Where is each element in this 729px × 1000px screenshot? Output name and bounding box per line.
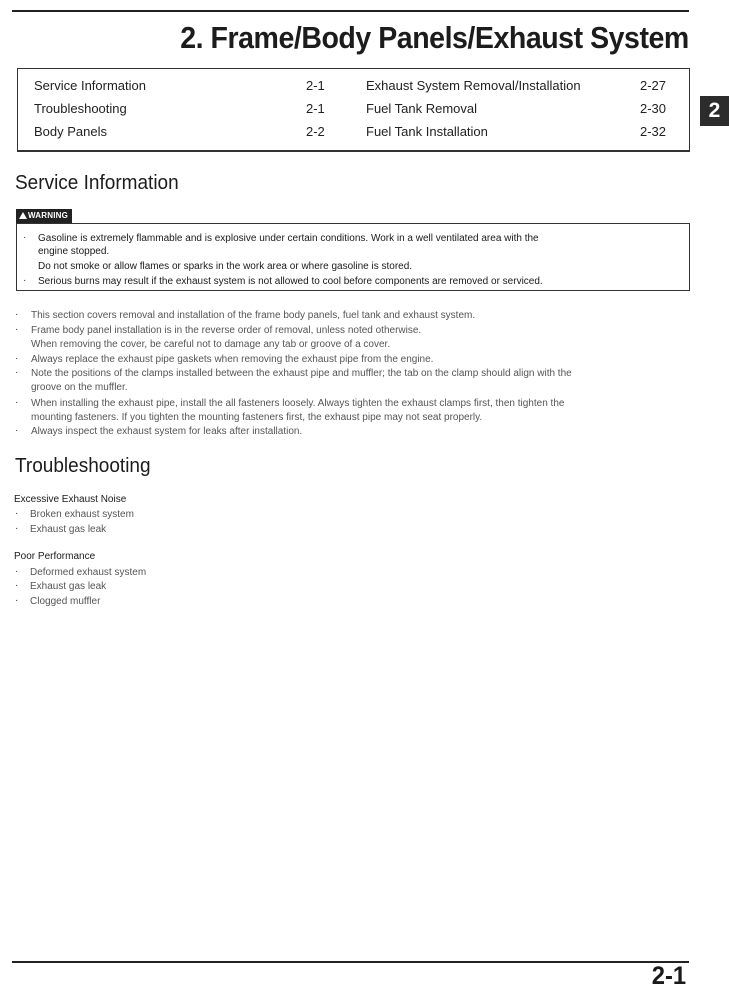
service-note: Always inspect the exhaust system for leaks after installation. xyxy=(31,426,303,437)
bullet-icon: · xyxy=(15,309,19,320)
service-note: groove on the muffler. xyxy=(31,382,128,393)
service-note: When installing the exhaust pipe, install the all fasteners loosely. Always tighten the exhaust clamps first, then tighten the xyxy=(31,398,565,409)
warning-label xyxy=(16,209,72,223)
service-note: When removing the cover, be careful not to damage any tab or groove of a cover. xyxy=(31,339,391,350)
toc-row xyxy=(18,101,689,123)
warning-label-text: WARNING xyxy=(28,211,69,220)
bullet-icon: · xyxy=(15,523,19,534)
table-of-contents xyxy=(17,68,690,152)
chapter-tab: 2 xyxy=(700,96,729,126)
page-number: 2-1 xyxy=(651,962,686,990)
toc-entry-page: 2-30 xyxy=(640,101,667,116)
bullet-icon: · xyxy=(15,397,19,408)
bullet-icon: · xyxy=(15,508,19,519)
toc-entry-page: 2-1 xyxy=(306,101,325,116)
top-rule xyxy=(12,10,689,12)
bullet-icon: · xyxy=(23,275,27,286)
bottom-rule xyxy=(12,961,689,963)
bullet-icon: · xyxy=(15,353,19,364)
cause-item: Exhaust gas leak xyxy=(30,524,107,535)
warning-line: Do not smoke or allow flames or sparks in the work area or where gasoline is stored. xyxy=(38,261,413,272)
cause-item: Clogged muffler xyxy=(30,596,101,607)
service-information-heading: Service Information xyxy=(15,172,179,194)
toc-row xyxy=(18,78,689,100)
bullet-icon: · xyxy=(15,324,19,335)
troubleshooting-heading: Troubleshooting xyxy=(15,455,151,477)
toc-row xyxy=(18,124,689,146)
bullet-icon: · xyxy=(15,367,19,378)
service-note: This section covers removal and installation of the frame body panels, fuel tank and exhaust system. xyxy=(31,310,476,321)
toc-entry-page: 2-1 xyxy=(306,78,325,93)
cause-item: Exhaust gas leak xyxy=(30,581,107,592)
service-note: Note the positions of the clamps installed between the exhaust pipe and muffler; the tab on the clamp should align with the xyxy=(31,368,572,379)
toc-entry-title[interactable]: Fuel Tank Removal xyxy=(366,101,478,116)
bullet-icon: · xyxy=(15,566,19,577)
cause-item: Broken exhaust system xyxy=(30,509,134,520)
symptom-heading: Poor Performance xyxy=(14,551,96,562)
toc-entry-page: 2-2 xyxy=(306,124,325,139)
warning-line: Gasoline is extremely flammable and is explosive under certain conditions. Work in a well ventilated area with the xyxy=(38,233,539,244)
cause-item: Deformed exhaust system xyxy=(30,567,147,578)
toc-entry-title[interactable]: Fuel Tank Installation xyxy=(366,124,488,139)
symptom-heading: Excessive Exhaust Noise xyxy=(14,494,127,505)
bullet-icon: · xyxy=(23,232,27,243)
service-note: mounting fasteners. If you tighten the mounting fasteners first, the exhaust pipe may not seat properly. xyxy=(31,412,483,423)
toc-entry-title[interactable]: Exhaust System Removal/Installation xyxy=(366,78,581,93)
bullet-icon: · xyxy=(15,595,19,606)
service-note: Frame body panel installation is in the reverse order of removal, unless noted otherwise. xyxy=(31,325,422,336)
toc-entry-title[interactable]: Troubleshooting xyxy=(34,101,127,116)
warning-triangle-icon xyxy=(19,212,27,219)
warning-box xyxy=(16,223,690,291)
warning-line: engine stopped. xyxy=(38,246,110,257)
toc-entry-page: 2-27 xyxy=(640,78,667,93)
bullet-icon: · xyxy=(15,580,19,591)
service-note: Always replace the exhaust pipe gaskets when removing the exhaust pipe from the engine. xyxy=(31,354,434,365)
toc-entry-page: 2-32 xyxy=(640,124,667,139)
warning-line: Serious burns may result if the exhaust system is not allowed to cool before components are removed or serviced. xyxy=(38,276,543,287)
toc-entry-title[interactable]: Service Information xyxy=(34,78,146,93)
bullet-icon: · xyxy=(15,425,19,436)
chapter-title: 2. Frame/Body Panels/Exhaust System xyxy=(180,20,689,55)
toc-entry-title[interactable]: Body Panels xyxy=(34,124,107,139)
